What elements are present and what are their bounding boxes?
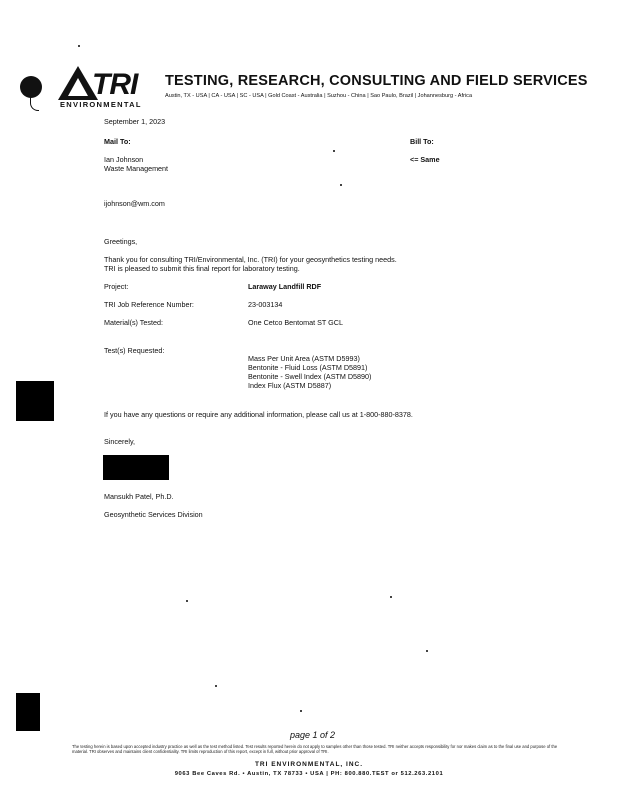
signer-name: Mansukh Patel, Ph.D. xyxy=(104,492,174,501)
scan-speck xyxy=(390,596,392,598)
job-ref-label: TRI Job Reference Number: xyxy=(104,300,194,309)
bill-to-value: <= Same xyxy=(410,155,440,164)
project-value: Laraway Landfill RDF xyxy=(248,282,322,291)
materials-label: Material(s) Tested: xyxy=(104,318,163,327)
recipient-org: Waste Management xyxy=(104,164,169,173)
scan-speck xyxy=(186,600,188,602)
footer-legal-text: The testing herein is based upon accepted industry practice as well as the test method listed. Test results reported herein do not apply to samples other than those tested. TRI neither accepts responsibility for nor makes claim as to the final use and purpose of the material. TRI observes and maintains client confidentiality. TRI limits reproduction of this report, except in full, without prior approval of TRI. xyxy=(72,744,558,754)
scan-speck xyxy=(300,710,302,712)
recipient-email: ijohnson@wm.com xyxy=(104,199,165,208)
company-name: TESTING, RESEARCH, CONSULTING AND FIELD SERVICES xyxy=(165,73,588,89)
test-item: Index Flux (ASTM D5887) xyxy=(248,381,332,390)
scan-speck xyxy=(340,184,342,186)
job-ref-value: 23-003134 xyxy=(248,300,283,309)
test-item: Bentonite - Fluid Loss (ASTM D5891) xyxy=(248,363,368,372)
footer-address: 9063 Bee Caves Rd. • Austin, TX 78733 • USA | PH: 800.880.TEST or 512.263.2101 xyxy=(174,771,444,777)
scan-speck xyxy=(78,45,80,47)
signer-division: Geosynthetic Services Division xyxy=(104,510,203,519)
closing-note: If you have any questions or require any additional information, please call us at 1-800-880-8378. xyxy=(104,410,413,419)
logo-subtext: ENVIRONMENTAL xyxy=(60,100,142,109)
margin-redaction-block xyxy=(16,693,40,731)
test-item: Bentonite - Swell Index (ASTM D5890) xyxy=(248,372,372,381)
scan-speck xyxy=(426,650,428,652)
intro-line-2: TRI is pleased to submit this final report for laboratory testing. xyxy=(104,264,300,273)
sign-off: Sincerely, xyxy=(104,437,136,446)
tests-label: Test(s) Requested: xyxy=(104,346,165,355)
intro-line-1: Thank you for consulting TRI/Environmental, Inc. (TRI) for your geosynthetics testing needs. xyxy=(104,255,397,264)
mail-to-label: Mail To: xyxy=(104,137,131,146)
letter-date: September 1, 2023 xyxy=(104,117,166,126)
margin-redaction-block xyxy=(16,381,54,421)
recipient-name: Ian Johnson xyxy=(104,155,144,164)
scan-speck xyxy=(333,150,335,152)
project-label: Project: xyxy=(104,282,129,291)
scan-speck xyxy=(215,685,217,687)
scan-dot-tail xyxy=(30,96,39,111)
company-locations: Austin, TX - USA | CA - USA | SC - USA | Gold Coast - Australia | Suzhou - China | Sao Paulo, Brazil | Johannesburg - Africa xyxy=(165,93,473,99)
greeting: Greetings, xyxy=(104,237,138,246)
footer-company: TRI ENVIRONMENTAL, INC. xyxy=(254,761,364,768)
page-number: page 1 of 2 xyxy=(290,730,336,740)
scan-dot-mark xyxy=(20,76,42,98)
logo-text: TRI xyxy=(92,68,138,101)
redacted-signature xyxy=(103,455,169,480)
test-item: Mass Per Unit Area (ASTM D5993) xyxy=(248,354,360,363)
bill-to-label: Bill To: xyxy=(410,137,434,146)
materials-value: One Cetco Bentomat ST GCL xyxy=(248,318,343,327)
